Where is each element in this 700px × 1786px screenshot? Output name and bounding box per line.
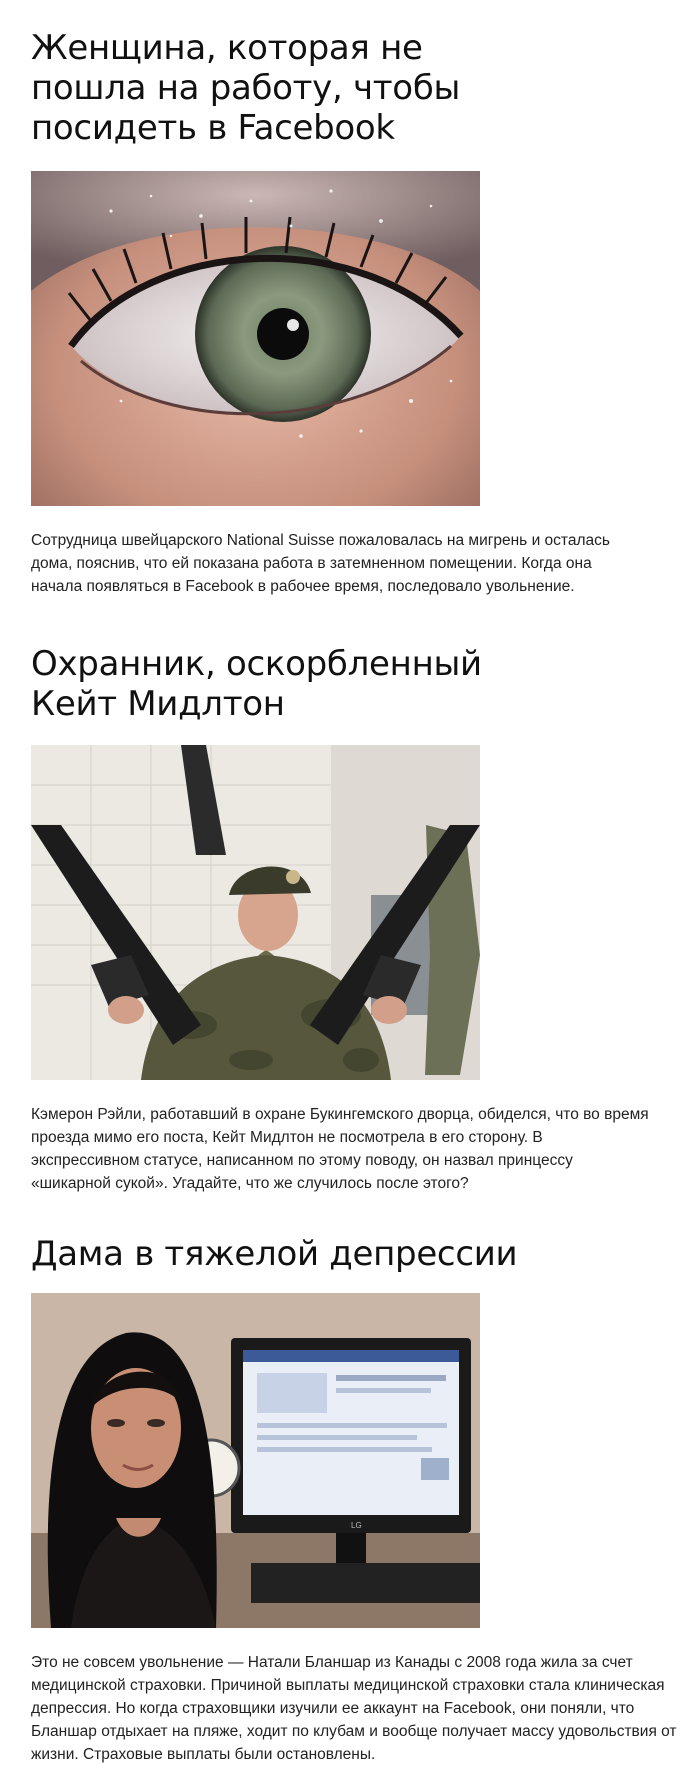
section-text: Кэмерон Рэйли, работавший в охране Букингемского дворца, обиделся, что во время проезда мимо его поста, Кейт Мидлтон не посмотрела в его сторону. В экспрессивном статусе, написанном по этому поводу, он назвал принцессу «шикарной сукой». Угадайте, что же случилось после этого? — [31, 1106, 649, 1192]
section-title: Женщина, которая не пошла на работу, чтобы посидеть в Facebook — [31, 28, 461, 148]
section-text: Сотрудница швейцарского National Suisse пожаловалась на мигрень и осталась дома, пояснив, что ей показана работа в затемненном помещении. Когда она начала появляться в Facebook в рабочее время, последовало увольнение. — [31, 532, 610, 595]
woman-computer-illustration — [31, 1293, 480, 1628]
monitor-logo-text: LG — [351, 1521, 362, 1530]
section-title: Дама в тяжелой депрессии — [31, 1234, 518, 1274]
eye-illustration — [31, 171, 480, 506]
section-title: Охранник, оскорбленный Кейт Мидлтон — [31, 644, 482, 724]
guard-illustration — [31, 745, 480, 1080]
photo-woman-at-computer — [31, 1293, 480, 1628]
photo-eye-closeup — [31, 171, 480, 506]
photo-guard-with-rifles — [31, 745, 480, 1080]
section-text: Это не совсем увольнение — Натали Бланшар из Канады с 2008 года жила за счет медицинской страховки. Причиной выплаты медицинской страховки стала клиническая депрессия. Но когда страховщики изучили ее аккаунт на Facebook, они поняли, что Бланшар отдыхает на пляже, ходит по клубам и вообще получает массу удовольствия от жизни. Страховые выплаты были остановлены. — [31, 1654, 677, 1763]
